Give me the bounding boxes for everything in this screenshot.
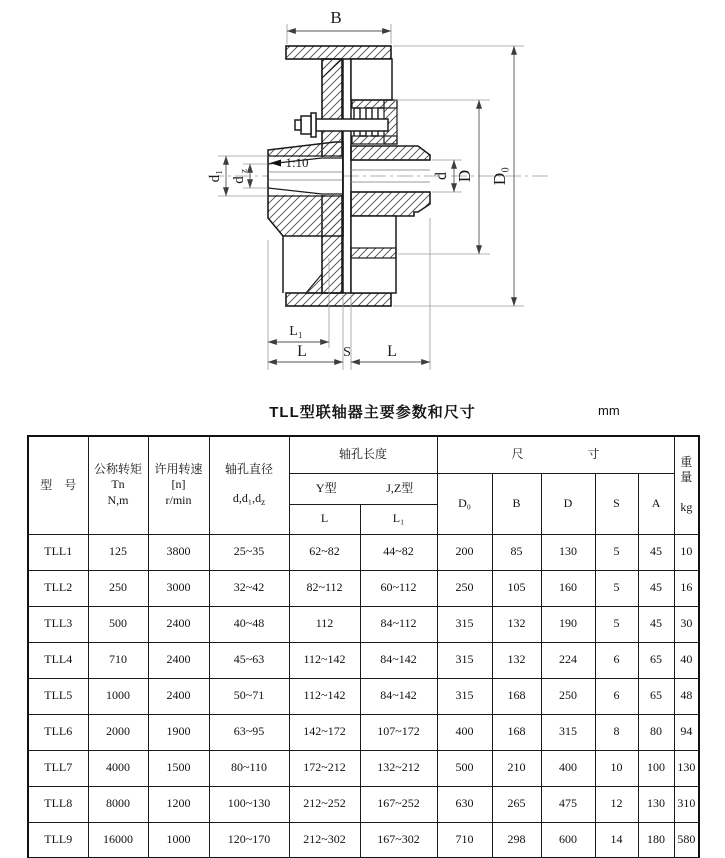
value-cell: 45 bbox=[638, 534, 674, 570]
value-cell: 190 bbox=[541, 606, 595, 642]
value-cell: 3800 bbox=[148, 534, 209, 570]
value-cell: 16 bbox=[674, 570, 699, 606]
value-cell: 82~112 bbox=[289, 570, 360, 606]
dim-label-d: d bbox=[433, 172, 450, 180]
value-cell: 8000 bbox=[88, 786, 148, 822]
value-cell: 100 bbox=[638, 750, 674, 786]
value-cell: 85 bbox=[492, 534, 541, 570]
value-cell: 212~252 bbox=[289, 786, 360, 822]
value-cell: 265 bbox=[492, 786, 541, 822]
torque-line3: N,m bbox=[107, 493, 129, 508]
dim-label-dz-sub: z bbox=[239, 168, 250, 174]
model-cell: TLL1 bbox=[28, 534, 88, 570]
dimension-LSL bbox=[268, 343, 430, 362]
model-cell: TLL6 bbox=[28, 714, 88, 750]
value-cell: 84~112 bbox=[360, 606, 437, 642]
value-cell: 1000 bbox=[88, 678, 148, 714]
value-cell: 112~142 bbox=[289, 678, 360, 714]
value-cell: 16000 bbox=[88, 822, 148, 858]
value-cell: 2000 bbox=[88, 714, 148, 750]
value-cell: 84~142 bbox=[360, 678, 437, 714]
table-body bbox=[28, 534, 699, 858]
model-cell: TLL8 bbox=[28, 786, 88, 822]
table-row bbox=[28, 570, 699, 606]
value-cell: 4000 bbox=[88, 750, 148, 786]
value-cell: 112~142 bbox=[289, 642, 360, 678]
value-cell: 63~95 bbox=[209, 714, 289, 750]
value-cell: 2400 bbox=[148, 678, 209, 714]
y-type-header: Y型 bbox=[315, 480, 337, 495]
value-cell: 167~302 bbox=[360, 822, 437, 858]
value-cell: 3000 bbox=[148, 570, 209, 606]
value-cell: 250 bbox=[437, 570, 492, 606]
value-cell: 40 bbox=[674, 642, 699, 678]
col-header-torque bbox=[88, 436, 148, 534]
value-cell: 132~212 bbox=[360, 750, 437, 786]
value-cell: 710 bbox=[88, 642, 148, 678]
value-cell: 112 bbox=[289, 606, 360, 642]
col-header-bore-types bbox=[289, 473, 437, 504]
value-cell: 107~172 bbox=[360, 714, 437, 750]
value-cell: 32~42 bbox=[209, 570, 289, 606]
col-header-dimensions bbox=[437, 436, 674, 473]
value-cell: 315 bbox=[437, 678, 492, 714]
value-cell: 168 bbox=[492, 678, 541, 714]
col-header-L: L bbox=[289, 504, 360, 534]
value-cell: 10 bbox=[674, 534, 699, 570]
value-cell: 180 bbox=[638, 822, 674, 858]
value-cell: 315 bbox=[541, 714, 595, 750]
table-row bbox=[28, 822, 699, 858]
value-cell: 500 bbox=[437, 750, 492, 786]
value-cell: 65 bbox=[638, 642, 674, 678]
value-cell: 48 bbox=[674, 678, 699, 714]
value-cell: 1500 bbox=[148, 750, 209, 786]
speed-line2: [n] bbox=[171, 477, 186, 492]
weight-line1: 重量 bbox=[680, 454, 693, 485]
right-hub-section bbox=[351, 146, 430, 293]
dim-label-L-left: L bbox=[297, 343, 307, 360]
col-header-D0: D₀ bbox=[437, 473, 492, 534]
value-cell: 44~82 bbox=[360, 534, 437, 570]
col-header-D: D bbox=[541, 473, 595, 534]
dim-label-d1: d₁ bbox=[207, 169, 223, 183]
value-cell: 1200 bbox=[148, 786, 209, 822]
parameter-table bbox=[27, 435, 700, 858]
value-cell: 500 bbox=[88, 606, 148, 642]
value-cell: 50~71 bbox=[209, 678, 289, 714]
model-cell: TLL7 bbox=[28, 750, 88, 786]
value-cell: 298 bbox=[492, 822, 541, 858]
header-row-1 bbox=[28, 436, 699, 473]
value-cell: 475 bbox=[541, 786, 595, 822]
value-cell: 60~112 bbox=[360, 570, 437, 606]
value-cell: 2400 bbox=[148, 642, 209, 678]
value-cell: 630 bbox=[437, 786, 492, 822]
dim-label-L-right: L bbox=[387, 343, 397, 360]
value-cell: 212~302 bbox=[289, 822, 360, 858]
value-cell: 600 bbox=[541, 822, 595, 858]
value-cell: 94 bbox=[674, 714, 699, 750]
value-cell: 40~48 bbox=[209, 606, 289, 642]
col-header-bore-dia bbox=[209, 436, 289, 534]
table-title: TLL型联轴器主要参数和尺寸 bbox=[269, 404, 476, 421]
parameter-table-container bbox=[27, 435, 700, 858]
value-cell: 315 bbox=[437, 642, 492, 678]
value-cell: 80~110 bbox=[209, 750, 289, 786]
dimension-B bbox=[287, 8, 391, 44]
value-cell: 80 bbox=[638, 714, 674, 750]
model-cell: TLL5 bbox=[28, 678, 88, 714]
taper-label: 1:10 bbox=[285, 155, 309, 170]
dimensions-char2: 寸 bbox=[587, 447, 600, 462]
model-cell: TLL9 bbox=[28, 822, 88, 858]
col-header-weight bbox=[674, 436, 699, 534]
table-row bbox=[28, 678, 699, 714]
value-cell: 1000 bbox=[148, 822, 209, 858]
model-cell: TLL2 bbox=[28, 570, 88, 606]
dim-label-B: B bbox=[330, 8, 342, 27]
value-cell: 130 bbox=[674, 750, 699, 786]
coupling-section-drawing bbox=[0, 0, 725, 398]
value-cell: 84~142 bbox=[360, 642, 437, 678]
bore-dia-line1: 轴孔直径 bbox=[224, 461, 273, 476]
dim-label-D: D bbox=[455, 169, 474, 183]
value-cell: 120~170 bbox=[209, 822, 289, 858]
speed-line3: r/min bbox=[165, 493, 192, 508]
value-cell: 25~35 bbox=[209, 534, 289, 570]
value-cell: 168 bbox=[492, 714, 541, 750]
value-cell: 210 bbox=[492, 750, 541, 786]
value-cell: 200 bbox=[437, 534, 492, 570]
value-cell: 12 bbox=[595, 786, 638, 822]
value-cell: 224 bbox=[541, 642, 595, 678]
col-header-model: 型 号 bbox=[28, 436, 88, 534]
table-row bbox=[28, 606, 699, 642]
flange-ring bbox=[351, 59, 392, 100]
dim-label-D0: D₀ bbox=[490, 166, 509, 186]
value-cell: 5 bbox=[595, 606, 638, 642]
jz-type-header: J,Z型 bbox=[386, 480, 414, 495]
model-cell: TLL3 bbox=[28, 606, 88, 642]
value-cell: 30 bbox=[674, 606, 699, 642]
value-cell: 710 bbox=[437, 822, 492, 858]
value-cell: 45~63 bbox=[209, 642, 289, 678]
value-cell: 250 bbox=[541, 678, 595, 714]
value-cell: 62~82 bbox=[289, 534, 360, 570]
value-cell: 130 bbox=[638, 786, 674, 822]
table-row bbox=[28, 714, 699, 750]
value-cell: 10 bbox=[595, 750, 638, 786]
value-cell: 8 bbox=[595, 714, 638, 750]
dim-label-S: S bbox=[343, 345, 351, 360]
col-header-bore-length: 轴孔长度 bbox=[289, 436, 437, 473]
value-cell: 45 bbox=[638, 606, 674, 642]
col-header-A: A bbox=[638, 473, 674, 534]
value-cell: 100~130 bbox=[209, 786, 289, 822]
unit-label: mm bbox=[598, 403, 620, 418]
value-cell: 6 bbox=[595, 642, 638, 678]
torque-line1: 公称转矩 bbox=[93, 461, 142, 476]
value-cell: 172~212 bbox=[289, 750, 360, 786]
bore-dia-sub: z bbox=[261, 497, 266, 508]
table-row bbox=[28, 786, 699, 822]
value-cell: 45 bbox=[638, 570, 674, 606]
dim-label-dz: d bbox=[231, 176, 247, 184]
value-cell: 105 bbox=[492, 570, 541, 606]
value-cell: 132 bbox=[492, 606, 541, 642]
col-header-B: B bbox=[492, 473, 541, 534]
value-cell: 400 bbox=[437, 714, 492, 750]
table-row bbox=[28, 534, 699, 570]
value-cell: 580 bbox=[674, 822, 699, 858]
col-header-S: S bbox=[595, 473, 638, 534]
value-cell: 5 bbox=[595, 534, 638, 570]
dim-label-L1: L₁ bbox=[289, 324, 303, 339]
model-cell: TLL4 bbox=[28, 642, 88, 678]
value-cell: 315 bbox=[437, 606, 492, 642]
col-header-speed bbox=[148, 436, 209, 534]
value-cell: 160 bbox=[541, 570, 595, 606]
value-cell: 1900 bbox=[148, 714, 209, 750]
value-cell: 132 bbox=[492, 642, 541, 678]
weight-line2: kg bbox=[680, 500, 693, 515]
value-cell: 142~172 bbox=[289, 714, 360, 750]
bore-dia-symbols: d,d₁,d bbox=[232, 491, 262, 506]
dimension-L1 bbox=[268, 324, 329, 342]
value-cell: 310 bbox=[674, 786, 699, 822]
value-cell: 6 bbox=[595, 678, 638, 714]
torque-line2: Tn bbox=[111, 477, 125, 492]
table-row bbox=[28, 750, 699, 786]
value-cell: 5 bbox=[595, 570, 638, 606]
value-cell: 400 bbox=[541, 750, 595, 786]
value-cell: 2400 bbox=[148, 606, 209, 642]
value-cell: 130 bbox=[541, 534, 595, 570]
bore-dia-line2 bbox=[210, 491, 289, 509]
dimensions-char1: 尺 bbox=[511, 447, 524, 462]
value-cell: 65 bbox=[638, 678, 674, 714]
table-row bbox=[28, 642, 699, 678]
value-cell: 14 bbox=[595, 822, 638, 858]
col-header-L1: L₁ bbox=[360, 504, 437, 534]
value-cell: 167~252 bbox=[360, 786, 437, 822]
value-cell: 250 bbox=[88, 570, 148, 606]
value-cell: 125 bbox=[88, 534, 148, 570]
speed-line1: 许用转速 bbox=[154, 461, 203, 476]
